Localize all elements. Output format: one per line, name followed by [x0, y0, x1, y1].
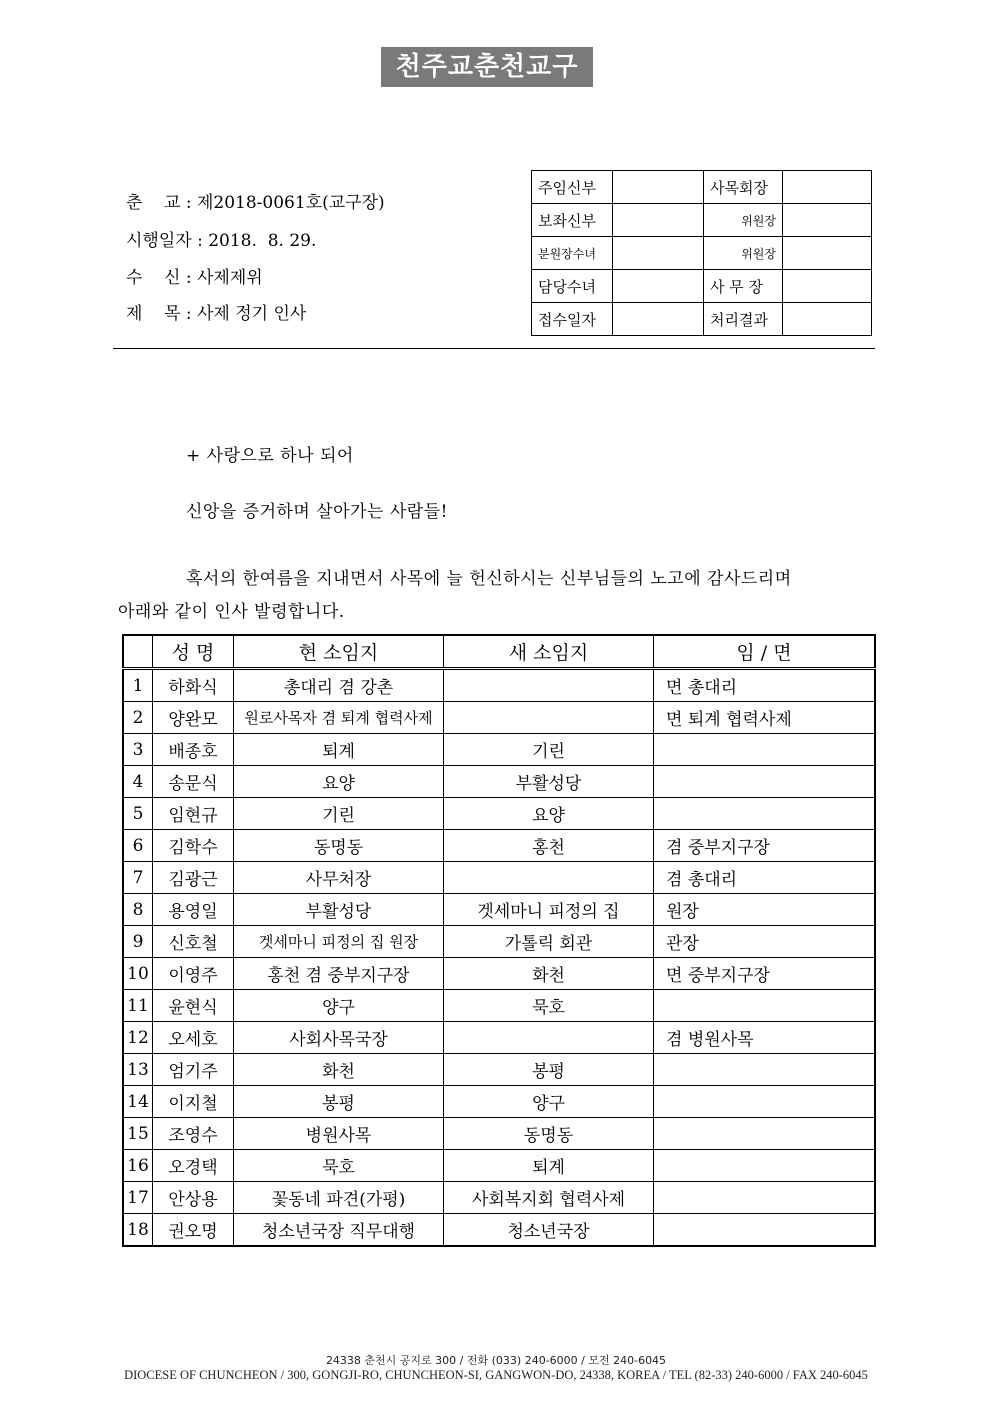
issue-date: 시행일자 : 2018. 8. 29.: [126, 231, 317, 251]
header-number: [123, 635, 153, 669]
appointment: [654, 1214, 876, 1247]
table-row: [123, 798, 875, 830]
table-row: [123, 894, 875, 926]
appointment: [654, 1182, 876, 1214]
appointment: 겸 중부지구장: [654, 830, 876, 862]
new-post: 사회복지회 협력사제: [444, 1182, 654, 1214]
approval-label: 사 무 장: [704, 270, 783, 303]
appointment: 겸 총대리: [654, 862, 876, 894]
table-row: [123, 830, 875, 862]
table-header-row: [123, 635, 875, 669]
row-number: 4: [123, 766, 153, 798]
person-name: 오경택: [153, 1150, 234, 1182]
row-number: 8: [123, 894, 153, 926]
person-name: 임현규: [153, 798, 234, 830]
approval-label: 담당수녀: [532, 270, 613, 303]
table-row: [123, 702, 875, 734]
row-number: 7: [123, 862, 153, 894]
row-number: 17: [123, 1182, 153, 1214]
table-row: [123, 958, 875, 990]
current-post: 동명동: [234, 830, 444, 862]
current-post: 요양: [234, 766, 444, 798]
table-row: [123, 1054, 875, 1086]
appointment: [654, 1086, 876, 1118]
approval-cell: [613, 204, 704, 237]
row-number: 12: [123, 1022, 153, 1054]
document-number: 춘 교 : 제2018-0061호(교구장): [126, 193, 385, 213]
person-name: 엄기주: [153, 1054, 234, 1086]
approval-row: [532, 171, 872, 204]
approval-box: [531, 170, 872, 336]
current-post: 화천: [234, 1054, 444, 1086]
person-name: 윤현식: [153, 990, 234, 1022]
personnel-table: [122, 634, 876, 1247]
table-row: [123, 926, 875, 958]
approval-label: 위원장: [704, 204, 783, 237]
approval-row: [532, 270, 872, 303]
person-name: 김광근: [153, 862, 234, 894]
table-row: [123, 669, 875, 702]
footer-address-korean: 24338 춘천시 공지로 300 / 전화 (033) 240-6000 / 모전 240-6045: [325, 1354, 667, 1367]
row-number: 18: [123, 1214, 153, 1247]
table-row: [123, 734, 875, 766]
person-name: 신호철: [153, 926, 234, 958]
table-row: [123, 766, 875, 798]
person-name: 배종호: [153, 734, 234, 766]
approval-label: 접수일자: [532, 303, 613, 336]
new-post: 양구: [444, 1086, 654, 1118]
person-name: 조영수: [153, 1118, 234, 1150]
row-number: 9: [123, 926, 153, 958]
subject: 제 목 : 사제 정기 인사: [126, 304, 307, 324]
appointment: [654, 1054, 876, 1086]
row-number: 10: [123, 958, 153, 990]
current-post: 청소년국장 직무대행: [234, 1214, 444, 1247]
header-new-post: 새 소임지: [444, 635, 654, 669]
header-current-post: 현 소임지: [234, 635, 444, 669]
table-row: [123, 1118, 875, 1150]
intro-paragraph-line2: 아래와 같이 인사 발령합니다.: [118, 602, 345, 622]
approval-label: 위원장: [704, 237, 783, 270]
approval-cell: [783, 303, 872, 336]
current-post: 총대리 겸 강촌: [234, 669, 444, 702]
appointment: [654, 766, 876, 798]
recipient: 수 신 : 사제제위: [126, 268, 263, 288]
approval-label: 보좌신부: [532, 204, 613, 237]
table-row: [123, 1022, 875, 1054]
new-post: 가톨릭 회관: [444, 926, 654, 958]
person-name: 하화식: [153, 669, 234, 702]
new-post: [444, 669, 654, 702]
approval-label: 분원장수녀: [532, 237, 613, 270]
table-row: [123, 1182, 875, 1214]
new-post: 퇴계: [444, 1150, 654, 1182]
intro-paragraph-line1: 혹서의 한여름을 지내면서 사목에 늘 헌신하시는 신부님들의 노고에 감사드리며: [186, 569, 792, 589]
new-post: 홍천: [444, 830, 654, 862]
new-post: 겟세마니 피정의 집: [444, 894, 654, 926]
person-name: 이영주: [153, 958, 234, 990]
row-number: 6: [123, 830, 153, 862]
current-post: 퇴계: [234, 734, 444, 766]
table-row: [123, 1214, 875, 1247]
current-post: 겟세마니 피정의 집 원장: [234, 926, 444, 958]
row-number: 5: [123, 798, 153, 830]
table-row: [123, 1150, 875, 1182]
appointment: 면 총대리: [654, 669, 876, 702]
new-post: 봉평: [444, 1054, 654, 1086]
new-post: 청소년국장: [444, 1214, 654, 1247]
appointment: 겸 병원사목: [654, 1022, 876, 1054]
approval-cell: [613, 303, 704, 336]
row-number: 2: [123, 702, 153, 734]
approval-cell: [783, 171, 872, 204]
approval-cell: [783, 237, 872, 270]
approval-cell: [613, 270, 704, 303]
person-name: 양완모: [153, 702, 234, 734]
approval-cell: [613, 237, 704, 270]
approval-cell: [613, 171, 704, 204]
current-post: 묵호: [234, 1150, 444, 1182]
approval-cell: [783, 270, 872, 303]
header-appointment: 임 / 면: [654, 635, 876, 669]
row-number: 13: [123, 1054, 153, 1086]
approval-row: [532, 237, 872, 270]
header-divider: [113, 348, 875, 349]
new-post: 요양: [444, 798, 654, 830]
appointment: [654, 734, 876, 766]
table-row: [123, 862, 875, 894]
new-post: [444, 862, 654, 894]
approval-cell: [783, 204, 872, 237]
appointment: [654, 990, 876, 1022]
new-post: [444, 1022, 654, 1054]
current-post: 봉평: [234, 1086, 444, 1118]
person-name: 김학수: [153, 830, 234, 862]
approval-label: 사목회장: [704, 171, 783, 204]
table-row: [123, 1086, 875, 1118]
current-post: 양구: [234, 990, 444, 1022]
approval-label: 주임신부: [532, 171, 613, 204]
approval-label: 처리결과: [704, 303, 783, 336]
greeting-line: + 사랑으로 하나 되어: [186, 446, 354, 466]
new-post: [444, 702, 654, 734]
new-post: 부활성당: [444, 766, 654, 798]
current-post: 홍천 겸 중부지구장: [234, 958, 444, 990]
approval-row: [532, 204, 872, 237]
row-number: 16: [123, 1150, 153, 1182]
row-number: 3: [123, 734, 153, 766]
appointment: 면 퇴계 협력사제: [654, 702, 876, 734]
approval-row: [532, 303, 872, 336]
person-name: 송문식: [153, 766, 234, 798]
person-name: 안상용: [153, 1182, 234, 1214]
current-post: 기린: [234, 798, 444, 830]
current-post: 사무처장: [234, 862, 444, 894]
person-name: 권오명: [153, 1214, 234, 1247]
row-number: 14: [123, 1086, 153, 1118]
footer-address-english: DIOCESE OF CHUNCHEON / 300, GONGJI-RO, CHUNCHEON-SI, GANGWON-DO, 24338, KOREA / TEL (82-33) 240-6000 / FAX 240-6045: [124, 1368, 868, 1382]
appointment: 관장: [654, 926, 876, 958]
appointment: [654, 798, 876, 830]
row-number: 15: [123, 1118, 153, 1150]
row-number: 1: [123, 669, 153, 702]
current-post: 원로사목자 겸 퇴계 협력사제: [234, 702, 444, 734]
appointment: 면 중부지구장: [654, 958, 876, 990]
appointment: 원장: [654, 894, 876, 926]
row-number: 11: [123, 990, 153, 1022]
appointment: [654, 1118, 876, 1150]
current-post: 꽃동네 파견(가평): [234, 1182, 444, 1214]
table-row: [123, 990, 875, 1022]
current-post: 병원사목: [234, 1118, 444, 1150]
motto-line: 신앙을 증거하며 살아가는 사람들!: [186, 502, 448, 522]
appointment: [654, 1150, 876, 1182]
new-post: 동명동: [444, 1118, 654, 1150]
new-post: 기린: [444, 734, 654, 766]
current-post: 사회사목국장: [234, 1022, 444, 1054]
person-name: 이지철: [153, 1086, 234, 1118]
diocese-logo: 천주교춘천교구: [381, 47, 593, 87]
new-post: 묵호: [444, 990, 654, 1022]
person-name: 오세호: [153, 1022, 234, 1054]
new-post: 화천: [444, 958, 654, 990]
current-post: 부활성당: [234, 894, 444, 926]
header-name: 성 명: [153, 635, 234, 669]
person-name: 용영일: [153, 894, 234, 926]
